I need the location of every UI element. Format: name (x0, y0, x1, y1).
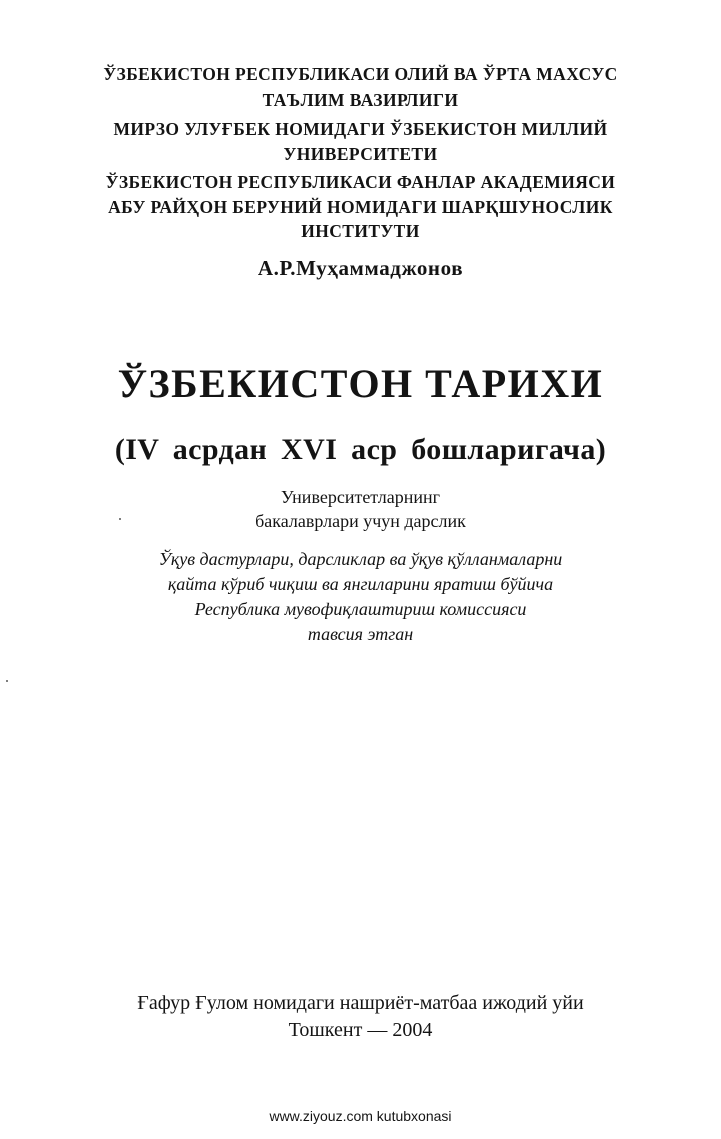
approval-line-3: Республика мувофиқлаштириш комиссияси (194, 599, 527, 619)
university-line-2: УНИВЕРСИТЕТИ (283, 144, 438, 164)
book-subtitle: (IV асрдан XVI аср бошларигача) (114, 433, 607, 466)
academy-line-1: ЎЗБЕКИСТОН РЕСПУБЛИКАСИ ФАНЛАР АКАДЕМИЯСИ (105, 172, 616, 192)
purpose-line-2: бакалаврлари учун дарслик (255, 511, 466, 531)
author-name: А.Р.Муҳаммаджонов (257, 256, 464, 280)
book-title: ЎЗБЕКИСТОН ТАРИХИ (117, 361, 604, 406)
publisher-city-year: Тошкент — 2004 (288, 1019, 433, 1041)
purpose-line-1: Университетларнинг (281, 487, 440, 507)
academy-line-3: ИНСТИТУТИ (301, 221, 420, 241)
scan-speck (119, 518, 121, 520)
ministry-line-1: ЎЗБЕКИСТОН РЕСПУБЛИКАСИ ОЛИЙ ВА ЎРТА МАХСУС (103, 64, 618, 84)
scan-speck (6, 680, 8, 682)
approval-line-2: қайта кўриб чиқиш ва янгиларини яратиш бўйича (167, 574, 554, 594)
publisher-name: Ғафур Ғулом номидаги нашриёт-матбаа ижодий уйи (137, 992, 584, 1014)
approval-line-1: Ўқув дастурлари, дарсликлар ва ўқув қўлланмаларни (158, 549, 563, 569)
approval-line-4: тавсия этган (307, 624, 414, 644)
ministry-line-2: ТАЪЛИМ ВАЗИРЛИГИ (262, 90, 459, 110)
university-line-1: МИРЗО УЛУҒБЕК НОМИДАГИ ЎЗБЕКИСТОН МИЛЛИЙ (113, 119, 608, 139)
academy-line-2: АБУ РАЙҲОН БЕРУНИЙ НОМИДАГИ ШАРҚШУНОСЛИК (108, 197, 613, 217)
source-footer: www.ziyouz.com kutubxonasi (269, 1108, 452, 1124)
